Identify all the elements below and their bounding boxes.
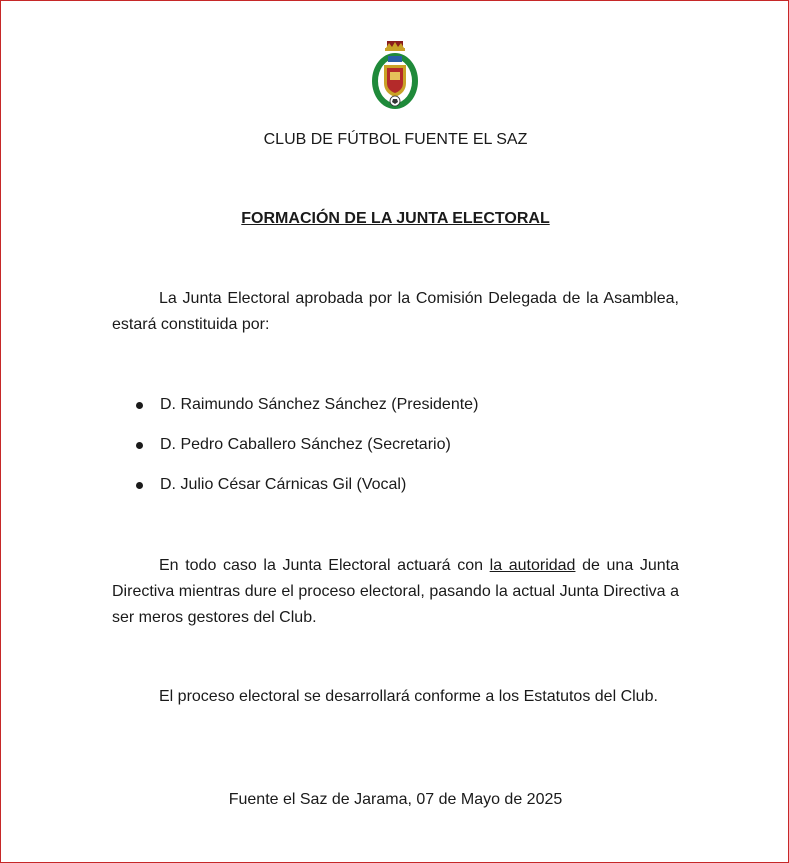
page-title-text: FORMACIÓN DE LA JUNTA ELECTORAL [241, 210, 550, 227]
authority-paragraph [112, 553, 679, 631]
intro-paragraph: La Junta Electoral aprobada por la Comisión Delegada de la Asamblea, estará constituida por: [112, 290, 679, 333]
bullet-icon [136, 482, 143, 489]
authority-text-after: de una Junta Directiva mientras dure el proceso electoral, pasando la actual Junta Directiva a ser meros gestores del Club. [112, 557, 680, 626]
process-paragraph: El proceso electoral se desarrollará conforme a los Estatutos del Club. [159, 688, 658, 705]
authority-underlined-text: la autoridad [489, 557, 576, 574]
page-title [1, 210, 789, 228]
place-date: Fuente el Saz de Jarama, 07 de Mayo de 2025 [228, 791, 563, 808]
member-name: D. Pedro Caballero Sánchez (Secretario) [160, 436, 451, 453]
bullet-icon [136, 442, 143, 449]
club-crest-icon [369, 39, 421, 113]
member-name: D. Julio César Cárnicas Gil (Vocal) [160, 476, 407, 493]
member-name: D. Raimundo Sánchez Sánchez (Presidente) [160, 396, 479, 413]
bullet-icon [136, 402, 143, 409]
club-name: CLUB DE FÚTBOL FUENTE EL SAZ [263, 131, 528, 148]
authority-text-before: En todo caso la Junta Electoral actuará con [159, 557, 490, 574]
